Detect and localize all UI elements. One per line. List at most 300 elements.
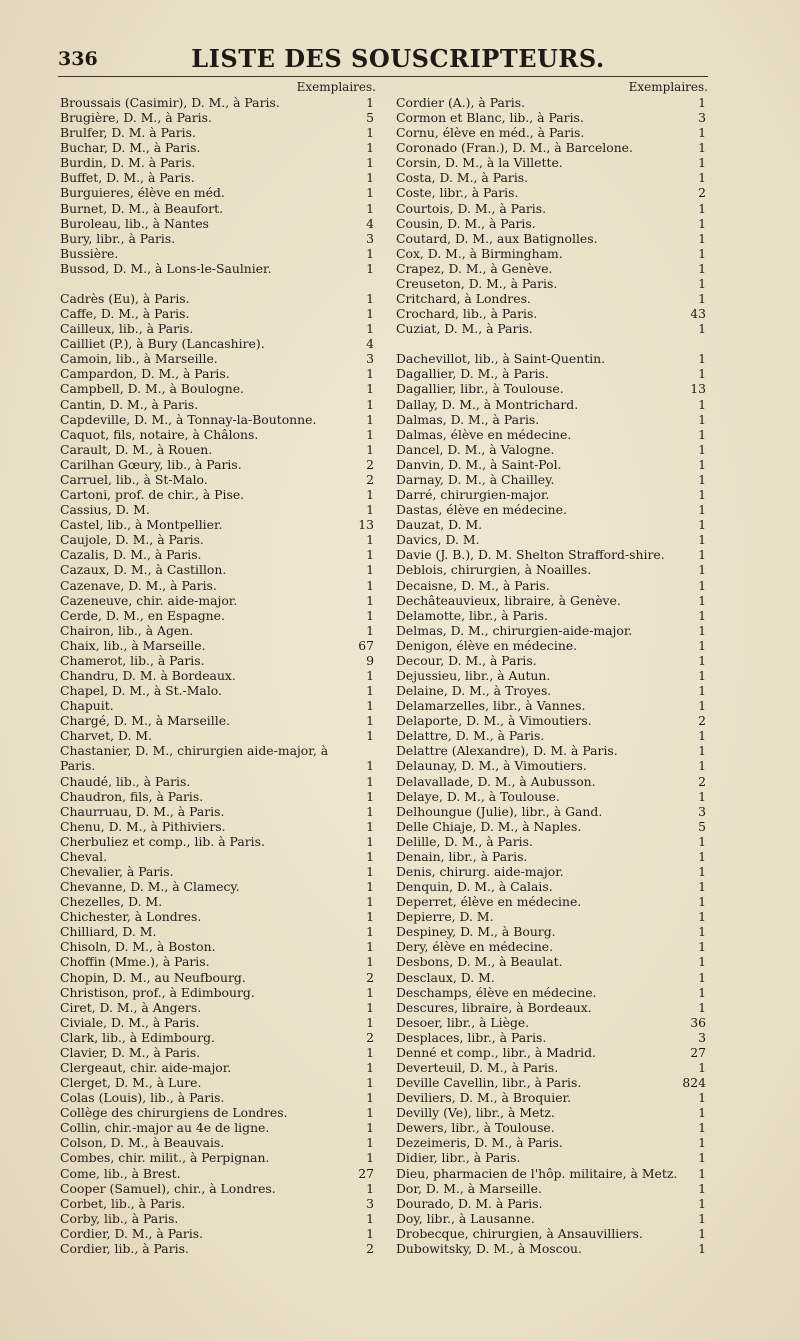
subscriber-entry: [396, 1181, 708, 1196]
subscriber-name: Dery, élève en médecine.: [396, 939, 554, 955]
copies-count: 1: [366, 758, 374, 774]
subscriber-entry: [60, 1135, 376, 1150]
subscriber-entry: [60, 336, 376, 351]
subscriber-name: Drobecque, chirurgien, à Ansauvilliers.: [396, 1225, 643, 1241]
subscriber-entry: [60, 593, 376, 608]
copies-count: 13: [358, 517, 374, 533]
copies-count: 1: [366, 200, 374, 216]
subscriber-name: Camoin, lib., à Marseille.: [60, 351, 218, 367]
subscriber-name: Devilly (Ve), libr., à Metz.: [396, 1105, 555, 1121]
subscriber-name: Delaunay, D. M., à Vimoutiers.: [396, 758, 587, 774]
subscriber-entry: [60, 110, 376, 125]
subscriber-name: Dewers, libr., à Toulouse.: [396, 1120, 555, 1136]
subscriber-name: Cazenave, D. M., à Paris.: [60, 577, 217, 593]
copies-count: 1: [366, 848, 374, 864]
subscriber-entry: [396, 351, 708, 366]
subscriber-name: Dubowitsky, D. M., à Moscou.: [396, 1240, 582, 1256]
subscriber-entry: [396, 381, 708, 396]
copies-count: 1: [698, 95, 706, 110]
copies-count: 1: [698, 1060, 706, 1075]
copies-count: 1: [698, 532, 706, 548]
subscriber-entry: [60, 638, 376, 653]
subscriber-entry: [396, 728, 708, 743]
subscriber-entry: [60, 985, 376, 1000]
subscriber-name: Chandru, D. M. à Bordeaux.: [60, 667, 236, 683]
subscriber-entry: [396, 231, 708, 246]
copies-count: 67: [358, 637, 374, 653]
subscriber-entry: [396, 517, 708, 532]
page-number: 336: [58, 48, 98, 70]
subscriber-name: Delhoungue (Julie), libr., à Gand.: [396, 803, 603, 819]
subscriber-entry: [60, 774, 376, 789]
copies-count: 1: [698, 441, 706, 457]
copies-count: 1: [698, 1225, 706, 1241]
copies-count: 1: [698, 667, 706, 683]
subscriber-name: Denis, chirurg. aide-major.: [396, 863, 564, 879]
subscriber-name: Delaine, D. M., à Troyes.: [396, 683, 552, 699]
copies-count: 2: [698, 713, 706, 729]
subscriber-name: Dor, D. M., à Marseille.: [396, 1180, 542, 1196]
copies-count: 1: [698, 1210, 706, 1226]
subscriber-name: Chapuit.: [60, 698, 114, 714]
subscriber-entry: [396, 1241, 708, 1256]
copies-count: 1: [366, 713, 374, 729]
subscriber-name: Darnay, D. M., à Chailley.: [396, 471, 555, 487]
copies-count: 1: [698, 698, 706, 714]
subscriber-name: Delavallade, D. M., à Aubusson.: [396, 773, 596, 789]
copies-count: 4: [366, 215, 374, 231]
subscriber-entry: [396, 532, 708, 547]
copies-count: 1: [366, 441, 374, 457]
subscriber-entry: [396, 1211, 708, 1226]
subscriber-name: Clark, lib., à Edimbourg.: [60, 1029, 215, 1045]
subscriber-entry: [396, 427, 708, 442]
subscriber-entry: [396, 939, 708, 954]
subscriber-name: Delattre (Alexandre), D. M. à Paris.: [396, 743, 618, 759]
subscriber-name: Clavier, D. M., à Paris.: [60, 1044, 201, 1060]
subscriber-name: Clerget, D. M., à Lure.: [60, 1075, 202, 1091]
subscriber-name: Cordier, D. M., à Paris.: [60, 1225, 204, 1241]
subscriber-entry: [60, 427, 376, 442]
subscriber-entry: [396, 397, 708, 412]
subscriber-name: Capdeville, D. M., à Tonnay-la-Boutonne.: [60, 411, 317, 427]
subscriber-entry: [60, 864, 376, 879]
subscriber-entry: [60, 608, 376, 623]
copies-count: 3: [366, 1195, 374, 1211]
copies-count: 1: [698, 954, 706, 970]
subscriber-entry: [60, 246, 376, 261]
subscriber-name: Danvin, D. M., à Saint-Pol.: [396, 456, 562, 472]
copies-count: 1: [698, 577, 706, 593]
subscriber-entry: [60, 1105, 376, 1120]
subscriber-name: Delle Chiaje, D. M., à Naples.: [396, 818, 582, 834]
subscriber-name: Cormon et Blanc, lib., à Paris.: [396, 110, 584, 126]
subscriber-entry: [396, 140, 708, 155]
subscriber-name: Deschamps, élève en médecine.: [396, 984, 597, 1000]
copies-count: 1: [366, 155, 374, 171]
copies-count: 1: [698, 984, 706, 1000]
copies-count: 1: [698, 758, 706, 774]
subscriber-entry: [60, 698, 376, 713]
subscriber-name: Davics, D. M.: [396, 532, 480, 548]
subscriber-entry: [60, 1030, 376, 1045]
subscriber-name: Burdin, D. M. à Paris.: [60, 155, 196, 171]
copies-count: 1: [698, 456, 706, 472]
copies-count: 1: [698, 1135, 706, 1151]
copies-count: 1: [366, 170, 374, 186]
copies-count: 1: [698, 637, 706, 653]
subscriber-entry: [60, 1166, 376, 1181]
copies-count: 1: [698, 426, 706, 442]
subscriber-name: Chilliard, D. M.: [60, 924, 157, 940]
subscriber-name: Dalmas, D. M., à Paris.: [396, 411, 540, 427]
subscriber-name: Desbons, D. M., à Beaulat.: [396, 954, 563, 970]
subscriber-name: Delattre, D. M., à Paris.: [396, 728, 545, 744]
copies-count: 1: [698, 351, 706, 367]
subscriber-name: Coutard, D. M., aux Batignolles.: [396, 230, 598, 246]
subscriber-name: Deperret, élève en médecine.: [396, 894, 582, 910]
subscriber-name: Come, lib., à Brest.: [60, 1165, 181, 1181]
subscriber-name: Critchard, à Londres.: [396, 291, 531, 307]
subscriber-entry: [396, 155, 708, 170]
subscriber-name: Denquin, D. M., à Calais.: [396, 879, 553, 895]
copies-count: 1: [698, 471, 706, 487]
copies-count: 1: [366, 140, 374, 156]
copies-count: 1: [698, 1180, 706, 1196]
subscriber-entry: [60, 1226, 376, 1241]
subscriber-name: Christison, prof., à Edimbourg.: [60, 984, 255, 1000]
subscriber-name: Dieu, pharmacien de l'hôp. militaire, à Metz.: [396, 1165, 678, 1181]
subscriber-entry: [60, 1000, 376, 1015]
subscriber-entry: [60, 924, 376, 939]
copies-count: 1: [366, 1060, 374, 1075]
copies-count: 1: [698, 502, 706, 518]
copies-count: 2: [366, 969, 374, 985]
subscriber-name: Cailliet (P.), à Bury (Lancashire).: [60, 336, 265, 352]
subscriber-entry: [396, 713, 708, 728]
subscriber-name: Deverteuil, D. M., à Paris.: [396, 1060, 559, 1075]
subscriber-entry: [396, 336, 708, 351]
copies-count: 3: [366, 351, 374, 367]
subscriber-entry: [396, 743, 708, 758]
subscriber-name: Delmas, D. M., chirurgien-aide-major.: [396, 622, 633, 638]
copies-count: 1: [698, 788, 706, 804]
subscriber-entry: [60, 397, 376, 412]
subscriber-entry: [60, 442, 376, 457]
left-column: [60, 80, 376, 1256]
subscriber-name: Chenu, D. M., à Pithiviers.: [60, 818, 226, 834]
subscriber-name: Deblois, chirurgien, à Noailles.: [396, 562, 592, 578]
subscriber-name: Desoer, libr., à Liège.: [396, 1014, 530, 1030]
subscriber-name: Cheval.: [60, 848, 108, 864]
copies-count: 1: [698, 125, 706, 141]
subscriber-name: Dourado, D. M. à Paris.: [396, 1195, 543, 1211]
subscriber-name: Chezelles, D. M.: [60, 894, 163, 910]
subscriber-name: Collège des chirurgiens de Londres.: [60, 1105, 288, 1121]
subscriber-name: Burguieres, élève en méd.: [60, 185, 225, 201]
copies-count: 2: [366, 1029, 374, 1045]
subscriber-entry: [60, 231, 376, 246]
copies-count: 2: [366, 471, 374, 487]
subscriber-name: Delamotte, libr., à Paris.: [396, 607, 548, 623]
copies-count: 27: [690, 1044, 706, 1060]
copies-count: 1: [366, 366, 374, 382]
subscriber-entry: [396, 698, 708, 713]
copies-count: 1: [366, 1014, 374, 1030]
subscriber-entry: [396, 864, 708, 879]
subscriber-entry: [396, 758, 708, 773]
subscriber-entry: [60, 653, 376, 668]
subscriber-name: Chargé, D. M., à Marseille.: [60, 713, 230, 729]
subscriber-entry: [396, 1166, 708, 1181]
subscriber-name: Delamarzelles, libr., à Vannes.: [396, 698, 586, 714]
subscriber-entry: [60, 1015, 376, 1030]
copies-count: 13: [690, 381, 706, 397]
subscriber-name: Crochard, lib., à Paris.: [396, 306, 538, 322]
subscriber-name: Costa, D. M., à Paris.: [396, 170, 529, 186]
copies-count: 1: [366, 924, 374, 940]
subscriber-name: Despiney, D. M., à Bourg.: [396, 924, 556, 940]
copies-count: 36: [690, 1014, 706, 1030]
subscriber-name: Cazeneuve, chir. aide-major.: [60, 592, 238, 608]
subscriber-name: Combes, chir. milit., à Perpignan.: [60, 1150, 270, 1166]
subscriber-entry: [60, 713, 376, 728]
copies-count: 1: [366, 381, 374, 397]
subscriber-entry: [60, 547, 376, 562]
subscriber-entry: [60, 321, 376, 336]
copies-count: 1: [366, 683, 374, 699]
subscriber-name: Deville Cavellin, libr., à Paris.: [396, 1075, 582, 1091]
copies-count: 1: [698, 260, 706, 276]
subscriber-name: Castel, lib., à Montpellier.: [60, 517, 223, 533]
copies-count: 2: [366, 1240, 374, 1256]
subscriber-entry: [60, 1120, 376, 1135]
right-column: [396, 80, 708, 1256]
copies-count: 1: [698, 879, 706, 895]
copies-count: 1: [698, 321, 706, 337]
copies-count: 1: [366, 1150, 374, 1166]
subscriber-name: Dechâteauvieux, libraire, à Genève.: [396, 592, 621, 608]
copies-count: 1: [366, 502, 374, 518]
copies-count: 824: [682, 1075, 706, 1091]
subscriber-entry: [396, 1196, 708, 1211]
copies-count: 2: [366, 456, 374, 472]
subscriber-name: Denain, libr., à Paris.: [396, 848, 528, 864]
copies-count: 1: [698, 562, 706, 578]
copies-count: 1: [698, 939, 706, 955]
subscriber-name: Coronado (Fran.), D. M., à Barcelone.: [396, 140, 633, 156]
subscriber-entry: [60, 381, 376, 396]
subscriber-name: Dagallier, libr., à Toulouse.: [396, 381, 564, 397]
copies-count: 1: [698, 592, 706, 608]
subscriber-entry: [60, 1150, 376, 1165]
copies-count: 1: [698, 396, 706, 412]
subscriber-entry: [396, 502, 708, 517]
subscriber-entry: [60, 261, 376, 276]
subscriber-entry: [60, 216, 376, 231]
subscriber-entry: [60, 789, 376, 804]
subscriber-entry: [396, 924, 708, 939]
subscriber-entry: [60, 819, 376, 834]
copies-count: 1: [698, 607, 706, 623]
copies-count: 1: [366, 95, 374, 110]
subscriber-name: Dallay, D. M., à Montrichard.: [396, 396, 579, 412]
subscriber-name: Chaudron, fils, à Paris.: [60, 788, 204, 804]
subscriber-entry: [60, 939, 376, 954]
copies-count: 1: [698, 245, 706, 261]
subscriber-name: Broussais (Casimir), D. M., à Paris.: [60, 95, 280, 110]
copies-count: 1: [366, 788, 374, 804]
subscriber-entry: [60, 683, 376, 698]
subscriber-entry: [396, 1105, 708, 1120]
subscriber-name: Delille, D. M., à Paris.: [396, 833, 533, 849]
subscriber-name: Buroleau, lib., à Nantes: [60, 215, 209, 231]
subscriber-entry: [396, 562, 708, 577]
copies-count: 1: [698, 833, 706, 849]
copies-count: 1: [366, 532, 374, 548]
subscriber-name: Ciret, D. M., à Angers.: [60, 999, 202, 1015]
subscriber-entry: [60, 291, 376, 306]
subscriber-name: Courtois, D. M., à Paris.: [396, 200, 547, 216]
subscriber-entry: [60, 834, 376, 849]
subscriber-name: Cassius, D. M.: [60, 502, 150, 518]
subscriber-name: Dezeimeris, D. M., à Paris.: [396, 1135, 563, 1151]
subscriber-entry: [60, 849, 376, 864]
subscriber-entry: [60, 487, 376, 502]
copies-count: 1: [698, 517, 706, 533]
copies-count: 3: [366, 230, 374, 246]
subscriber-name: Deviliers, D. M., à Broquier.: [396, 1090, 572, 1106]
subscriber-name: Corsin, D. M., à la Villette.: [396, 155, 563, 171]
copies-count: 3: [698, 803, 706, 819]
copies-count: 1: [698, 140, 706, 156]
subscriber-entry: [60, 668, 376, 683]
subscriber-name: Dachevillot, lib., à Saint-Quentin.: [396, 351, 606, 367]
copies-count: 1: [698, 1120, 706, 1136]
copies-count: 1: [366, 1225, 374, 1241]
subscriber-name: Cazaux, D. M., à Castillon.: [60, 562, 227, 578]
copies-count: 1: [366, 984, 374, 1000]
subscriber-name: Buffet, D. M., à Paris.: [60, 170, 195, 186]
subscriber-name: Darré, chirurgien-major.: [396, 487, 550, 503]
copies-count: 3: [698, 110, 706, 126]
subscriber-name: Brugière, D. M., à Paris.: [60, 110, 212, 126]
subscriber-name: Cazalis, D. M., à Paris.: [60, 547, 202, 563]
subscriber-entry: [60, 1045, 376, 1060]
subscriber-name: Delaporte, D. M., à Vimoutiers.: [396, 713, 592, 729]
subscriber-entry: [396, 1075, 708, 1090]
subscriber-entry: [396, 487, 708, 502]
subscriber-name: Chaudé, lib., à Paris.: [60, 773, 191, 789]
subscriber-entry: [396, 819, 708, 834]
copies-count: 1: [366, 306, 374, 322]
copies-count: 1: [366, 1120, 374, 1136]
copies-count: 1: [366, 487, 374, 503]
subscriber-name: Brulfer, D. M. à Paris.: [60, 125, 196, 141]
subscriber-entry: [396, 804, 708, 819]
subscriber-name: Chastanier, D. M., chirurgien aide-major, à: [60, 743, 329, 759]
copies-count: 1: [366, 1135, 374, 1151]
subscriber-name: Chairon, lib., à Agen.: [60, 622, 194, 638]
subscriber-name: Carault, D. M., à Rouen.: [60, 441, 213, 457]
copies-count: 4: [366, 336, 374, 352]
copies-count: 1: [698, 863, 706, 879]
subscriber-name: Campardon, D. M., à Paris.: [60, 366, 230, 382]
copies-count: 27: [358, 1165, 374, 1181]
subscriber-name: Caffe, D. M., à Paris.: [60, 306, 190, 322]
subscriber-name: Delaye, D. M., à Toulouse.: [396, 788, 560, 804]
subscriber-name: Cherbuliez et comp., lib. à Paris.: [60, 833, 265, 849]
subscriber-entry: [396, 593, 708, 608]
subscriber-entry: [396, 472, 708, 487]
copies-count: 1: [366, 562, 374, 578]
subscriber-name: Cadrès (Eu), à Paris.: [60, 291, 190, 307]
copies-count: 1: [366, 592, 374, 608]
copies-count: 1: [366, 185, 374, 201]
subscriber-name: Dauzat, D. M.: [396, 517, 483, 533]
subscriber-entry: [60, 970, 376, 985]
copies-count: 1: [366, 1044, 374, 1060]
subscriber-name: Depierre, D. M.: [396, 909, 494, 925]
copies-count: 1: [366, 291, 374, 307]
subscriber-name: Cailleux, lib., à Paris.: [60, 321, 194, 337]
subscriber-name: Cox, D. M., à Birmingham.: [396, 245, 563, 261]
copies-count: 1: [698, 683, 706, 699]
subscriber-entry: [60, 201, 376, 216]
subscriber-name: Desplaces, libr., à Paris.: [396, 1029, 547, 1045]
subscriber-name: Bussod, D. M., à Lons-le-Saulnier.: [60, 260, 272, 276]
subscriber-entry: [396, 321, 708, 336]
copies-count: 1: [366, 863, 374, 879]
copies-count: 1: [366, 396, 374, 412]
copies-count: 1: [698, 969, 706, 985]
page-header: [58, 44, 738, 74]
subscriber-name: Bury, libr., à Paris.: [60, 230, 176, 246]
subscriber-entry: [396, 110, 708, 125]
copies-count: 5: [698, 818, 706, 834]
copies-count: 1: [366, 954, 374, 970]
subscriber-name: Corby, lib., à Paris.: [60, 1210, 179, 1226]
copies-count: 1: [366, 125, 374, 141]
copies-count: 1: [698, 622, 706, 638]
subscriber-name: Denné et comp., libr., à Madrid.: [396, 1044, 596, 1060]
subscriber-name: Bussière.: [60, 245, 119, 261]
subscriber-name: Paris.: [60, 758, 96, 774]
subscriber-name: Collin, chir.-major au 4e de ligne.: [60, 1120, 270, 1136]
subscriber-entry: [396, 1120, 708, 1135]
copies-count: 1: [366, 622, 374, 638]
subscriber-entry: [396, 1030, 708, 1045]
subscriber-name: Buchar, D. M., à Paris.: [60, 140, 201, 156]
subscriber-entry: [396, 547, 708, 562]
copies-count: 1: [698, 1240, 706, 1256]
subscriber-entry: [396, 306, 708, 321]
copies-count: 1: [698, 1150, 706, 1166]
subscriber-name: Chevalier, à Paris.: [60, 863, 174, 879]
subscriber-name: Burnet, D. M., à Beaufort.: [60, 200, 224, 216]
subscriber-entry: [60, 366, 376, 381]
subscriber-entry: [396, 412, 708, 427]
subscriber-entry: [396, 1000, 708, 1015]
subscriber-entry: [60, 306, 376, 321]
subscriber-name: Cornu, élève en méd., à Paris.: [396, 125, 585, 141]
subscriber-name: Chaix, lib., à Marseille.: [60, 637, 206, 653]
copies-count: 1: [698, 1165, 706, 1181]
subscriber-name: Decour, D. M., à Paris.: [396, 652, 537, 668]
subscriber-entry: [396, 125, 708, 140]
subscriber-name: Descures, libraire, à Bordeaux.: [396, 999, 592, 1015]
subscriber-entry: [60, 472, 376, 487]
